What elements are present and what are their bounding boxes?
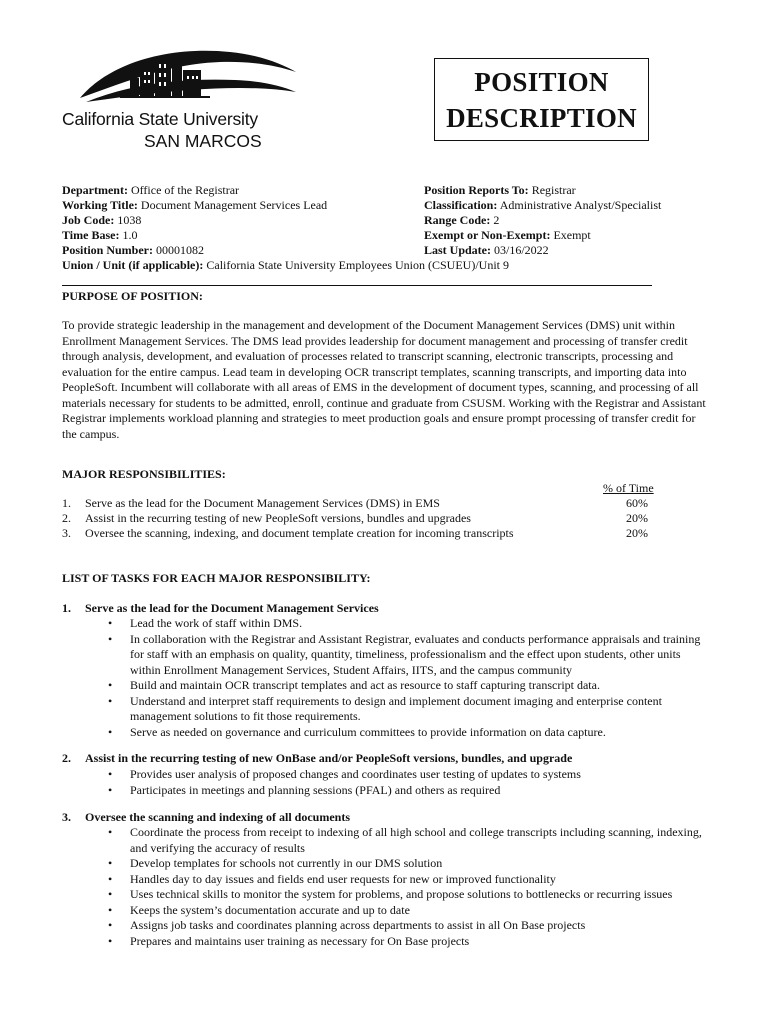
position-number-value: 00001082 bbox=[156, 243, 204, 257]
task-bullet: • Coordinate the process from receipt to indexing of all high school and college transcripts including scanning, indexing, and verifying the accuracy of results bbox=[130, 825, 710, 856]
classification-value: Administrative Analyst/Specialist bbox=[499, 198, 662, 212]
task-group-title: Oversee the scanning and indexing of all documents bbox=[85, 810, 351, 824]
task-group-number: 2. bbox=[62, 751, 71, 765]
responsibility-number: 3. bbox=[62, 526, 71, 540]
responsibility-percent: 20% bbox=[626, 511, 648, 525]
campus-skyline-icon bbox=[60, 40, 300, 115]
tasks-heading: LIST OF TASKS FOR EACH MAJOR RESPONSIBILITY: bbox=[62, 571, 371, 585]
responsibility-text: Serve as the lead for the Document Management Services (DMS) in EMS bbox=[85, 496, 440, 510]
classification-label: Classification: bbox=[424, 198, 498, 212]
job-code-row bbox=[62, 213, 141, 229]
task-bullet: • Handles day to day issues and fields end user requests for new or improved functionality bbox=[130, 872, 710, 888]
percent-of-time-header: % of Time bbox=[603, 481, 654, 495]
task-group-2-bullets bbox=[130, 767, 710, 798]
task-bullet: • Participates in meetings and planning sessions (PFAL) and others as required bbox=[130, 783, 710, 799]
task-bullet: • Serve as needed on governance and curriculum committees to provide information on data capture. bbox=[130, 725, 710, 741]
task-bullet: • Understand and interpret staff requirements to design and implement document imaging and enterprise content management solutions to fit those requirements. bbox=[130, 694, 710, 725]
major-responsibilities-heading: MAJOR RESPONSIBILITIES: bbox=[62, 467, 226, 481]
responsibility-percent: 60% bbox=[626, 496, 648, 510]
task-group-3-bullets bbox=[130, 825, 710, 949]
job-code-label: Job Code: bbox=[62, 213, 115, 227]
task-bullet: • Assigns job tasks and coordinates planning across departments to assist in all On Base projects bbox=[130, 918, 710, 934]
working-title-value: Document Management Services Lead bbox=[140, 198, 328, 212]
logo-campus-name: SAN MARCOS bbox=[144, 131, 262, 151]
exempt-value: Exempt bbox=[553, 228, 591, 242]
range-code-value: 2 bbox=[493, 213, 500, 227]
union-row bbox=[62, 258, 509, 274]
task-bullet: • Uses technical skills to monitor the system for problems, and propose solutions to bottlenecks or recurring issues bbox=[130, 887, 710, 903]
position-description-title bbox=[434, 58, 649, 141]
department-label: Department: bbox=[62, 183, 128, 197]
reports-to-label: Position Reports To: bbox=[424, 183, 529, 197]
task-bullet: • Prepares and maintains user training as necessary for On Base projects bbox=[130, 934, 710, 950]
range-code-row bbox=[424, 213, 499, 229]
last-update-row bbox=[424, 243, 549, 259]
job-code-value: 1038 bbox=[117, 213, 142, 227]
responsibility-number: 1. bbox=[62, 496, 71, 510]
position-number-label: Position Number: bbox=[62, 243, 153, 257]
last-update-value: 03/16/2022 bbox=[494, 243, 549, 257]
time-base-value: 1.0 bbox=[122, 228, 138, 242]
position-number-row bbox=[62, 243, 204, 259]
task-bullet: • Lead the work of staff within DMS. bbox=[130, 616, 710, 632]
responsibility-text: Assist in the recurring testing of new PeopleSoft versions, bundles and upgrades bbox=[85, 511, 471, 525]
last-update-label: Last Update: bbox=[424, 243, 492, 257]
range-code-label: Range Code: bbox=[424, 213, 491, 227]
exempt-label: Exempt or Non-Exempt: bbox=[424, 228, 551, 242]
exempt-row bbox=[424, 228, 591, 244]
header-divider bbox=[62, 285, 652, 286]
task-group-1-bullets bbox=[130, 616, 710, 740]
reports-to-value: Registrar bbox=[531, 183, 576, 197]
task-group-title: Assist in the recurring testing of new OnBase and/or PeopleSoft versions, bundles, and upgrade bbox=[85, 751, 573, 765]
university-logo bbox=[60, 40, 300, 158]
logo-university-name: California State University bbox=[62, 109, 258, 129]
title-line-1: POSITION bbox=[474, 67, 609, 97]
task-bullet: • Develop templates for schools not currently in our DMS solution bbox=[130, 856, 710, 872]
union-value: California State University Employees Union (CSUEU)/Unit 9 bbox=[206, 258, 509, 272]
working-title-label: Working Title: bbox=[62, 198, 138, 212]
task-bullet: • Keeps the system’s documentation accurate and up to date bbox=[130, 903, 710, 919]
department-value: Office of the Registrar bbox=[130, 183, 240, 197]
classification-row bbox=[424, 198, 661, 214]
task-group-title: Serve as the lead for the Document Management Services bbox=[85, 601, 379, 615]
task-group-number: 3. bbox=[62, 810, 71, 824]
task-bullet: • Provides user analysis of proposed changes and coordinates user testing of updates to systems bbox=[130, 767, 710, 783]
responsibility-percent: 20% bbox=[626, 526, 648, 540]
time-base-label: Time Base: bbox=[62, 228, 120, 242]
time-base-row bbox=[62, 228, 137, 244]
task-bullet: • Build and maintain OCR transcript templates and act as resource to staff capturing transcript data. bbox=[130, 678, 710, 694]
responsibility-text: Oversee the scanning, indexing, and document template creation for incoming transcripts bbox=[85, 526, 514, 540]
working-title-row bbox=[62, 198, 327, 214]
task-group-number: 1. bbox=[62, 601, 71, 615]
responsibility-number: 2. bbox=[62, 511, 71, 525]
task-bullet: • In collaboration with the Registrar and Assistant Registrar, evaluates and conducts performance appraisals and training for staff with an emphasis on quality, quantity, timeliness, professionalism and the effect upon students, other units within Enrollment Management Services, Student Affairs, IITS, and the campus community bbox=[130, 632, 710, 679]
purpose-heading: PURPOSE OF POSITION: bbox=[62, 289, 203, 303]
purpose-text: To provide strategic leadership in the management and development of the Document Management Services (DMS) unit within Enrollment Management Services. The DMS lead provides leadership for document management and processing of transfer credit through analysis, development, and evaluation of processes related to transcript scanning, electronic transcripts, processing and evaluation for the entire campus. Lead team in developing OCR transcript templates, scanning transcripts, and importing data into PeopleSoft. Incumbent will collaborate with all areas of EMS in the development of document types, scanning, and processing of all materials necessary for students to be admitted, enroll, continue and graduate from CSUSM. Working with the Registrar and Assistant Registrar implements workload planning and strategies to meet production goals and ensure prompt processing of transfer credit for the campus. bbox=[62, 318, 706, 441]
union-label: Union / Unit (if applicable): bbox=[62, 258, 204, 272]
reports-to-row bbox=[424, 183, 576, 199]
department-row bbox=[62, 183, 239, 199]
title-line-2: DESCRIPTION bbox=[446, 103, 637, 133]
